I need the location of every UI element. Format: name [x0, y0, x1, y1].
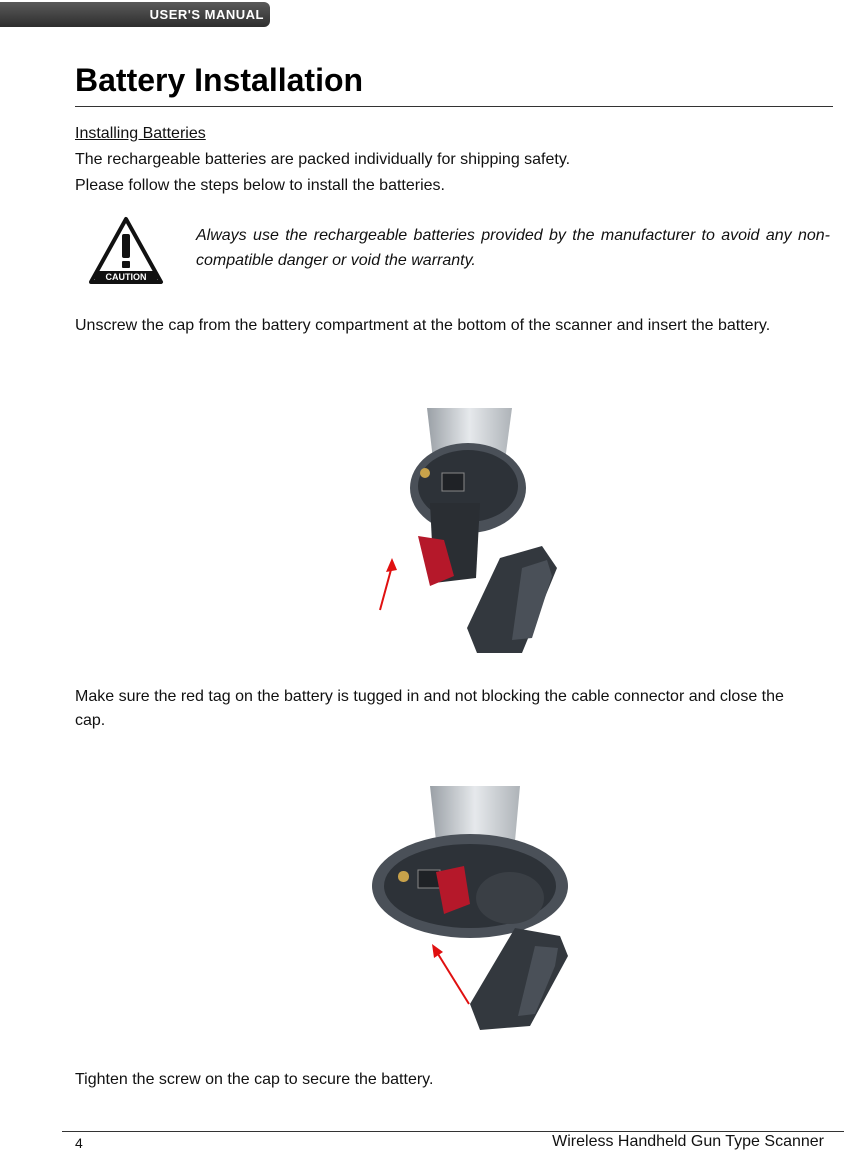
header-tab: USER'S MANUAL — [0, 2, 270, 27]
title-divider — [75, 106, 833, 107]
step-3-text: Tighten the screw on the cap to secure the battery. — [75, 1071, 434, 1088]
battery-insert-photo — [372, 408, 572, 660]
step-2-text: Make sure the red tag on the battery is tugged in and not blocking the cable connector and close the cap. — [75, 688, 784, 729]
caution-warning-icon — [88, 216, 164, 286]
section-subheading: Installing Batteries — [75, 125, 206, 142]
caution-icon-label: CAUTION — [105, 272, 147, 282]
footer-doc-title: Wireless Handheld Gun Type Scanner — [552, 1133, 824, 1150]
page-number: 4 — [75, 1135, 83, 1151]
step-1-text: Unscrew the cap from the battery compartment at the bottom of the scanner and insert the battery. — [75, 317, 771, 334]
page-title: Battery Installation — [75, 62, 364, 98]
cap-closing-photo — [370, 786, 580, 1036]
footer-divider — [62, 1131, 844, 1132]
caution-note: Always use the rechargeable batteries provided by the manufacturer to avoid any non-compatible danger or void the warranty. — [196, 227, 830, 269]
intro-line-1: The rechargeable batteries are packed individually for shipping safety. — [75, 151, 571, 168]
intro-line-2: Please follow the steps below to install the batteries. — [75, 177, 445, 194]
